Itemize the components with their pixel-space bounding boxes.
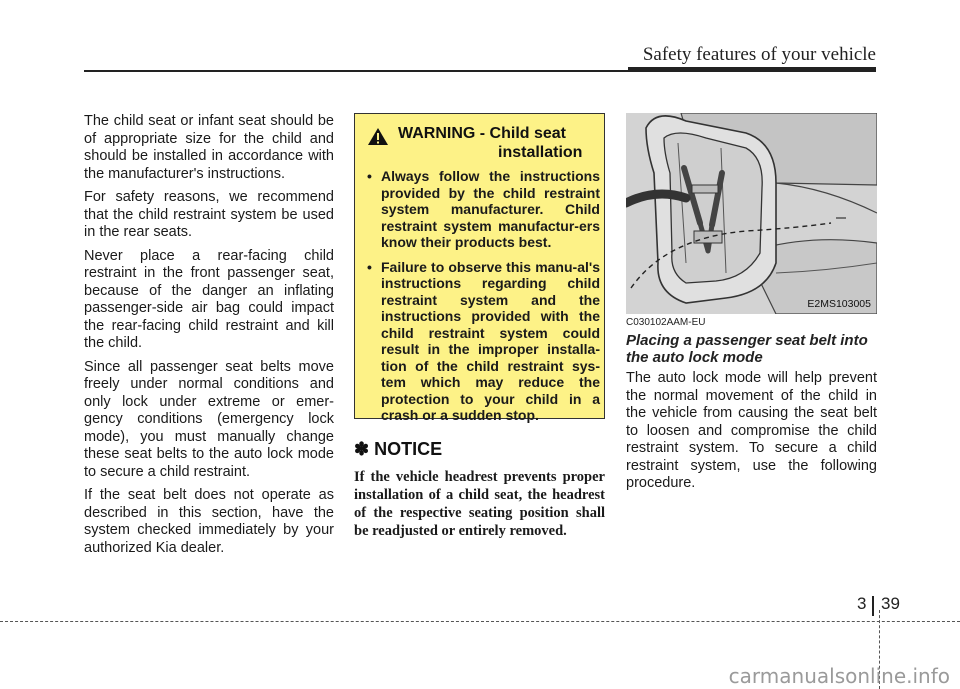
paragraph: The child seat or infant seat should be of appropriate size for the child and should be installed in accordance with the manufacturer's instructions.	[84, 113, 334, 182]
section-code: C030102AAM-EU	[626, 317, 706, 328]
warning-item-text: Failure to observe this manu-al's instructions regarding child restraint system and the instructions provided with the child restraint system could result in the improper installa-tion of the child restraint sys-tem which may reduce the protection to your child in a crash or a sudden stop.	[381, 258, 600, 423]
warning-title	[398, 124, 582, 162]
warning-list	[367, 168, 600, 432]
notice-body: If the vehicle headrest prevents proper installation of a child seat, the headrest of the respective seating position shall be readjusted or entirely removed.	[354, 469, 605, 539]
notice-section	[354, 438, 605, 540]
warning-item-text: Always follow the instructions provided by the child restraint system manufacturer. Child restraint system manufactur-ers know their products best.	[381, 168, 600, 250]
page-chapter: 3	[857, 594, 867, 613]
warning-triangle-icon	[367, 127, 389, 151]
child-seat-figure	[626, 113, 877, 314]
paragraph: If the seat belt does not operate as described in this section, have the system checked immediately by your authorized Kia dealer.	[84, 487, 334, 556]
paragraph: Since all passenger seat belts move freely under normal conditions and only lock under extreme or emer-gency conditions (emergency lock mode), you must manually change these seat belts to the auto lock mode to secure a child restraint.	[84, 358, 334, 480]
warning-item	[367, 259, 600, 424]
bullet: •	[367, 168, 372, 184]
warning-title-line1: WARNING - Child seat	[398, 125, 567, 142]
page-number: 39	[881, 594, 900, 613]
warning-box	[354, 113, 605, 423]
bullet: •	[367, 258, 372, 275]
section-subheading: Placing a passenger seat belt into the auto lock mode	[626, 332, 868, 366]
warning-item	[367, 168, 600, 251]
right-paragraph: The auto lock mode will help prevent the normal movement of the child in the vehicle from causing the seat belt to loosen and compromise the child restraint system. To secure a child restraint system, use the following procedure.	[626, 370, 877, 491]
paragraph: For safety reasons, we recommend that the child restraint system be used in the rear seats.	[84, 189, 334, 240]
paragraph: Never place a rear-facing child restraint in the front passenger seat, because of the danger an inflating passenger-side air bag could impact the rear-facing child restraint and kill the child.	[84, 247, 334, 351]
warning-title-line2: installation	[498, 144, 583, 161]
left-column	[84, 113, 334, 563]
figure-label: E2MS103005	[807, 298, 871, 310]
page-separator	[872, 596, 874, 616]
header-title: Safety features of your vehicle	[642, 44, 876, 65]
footer-dashed-line	[0, 621, 960, 622]
header-rule-accent	[628, 67, 876, 72]
watermark: carmanualsonline.info	[728, 664, 950, 688]
notice-title: ✽ NOTICE	[354, 439, 443, 459]
child-seat-illustration-icon	[626, 113, 877, 314]
